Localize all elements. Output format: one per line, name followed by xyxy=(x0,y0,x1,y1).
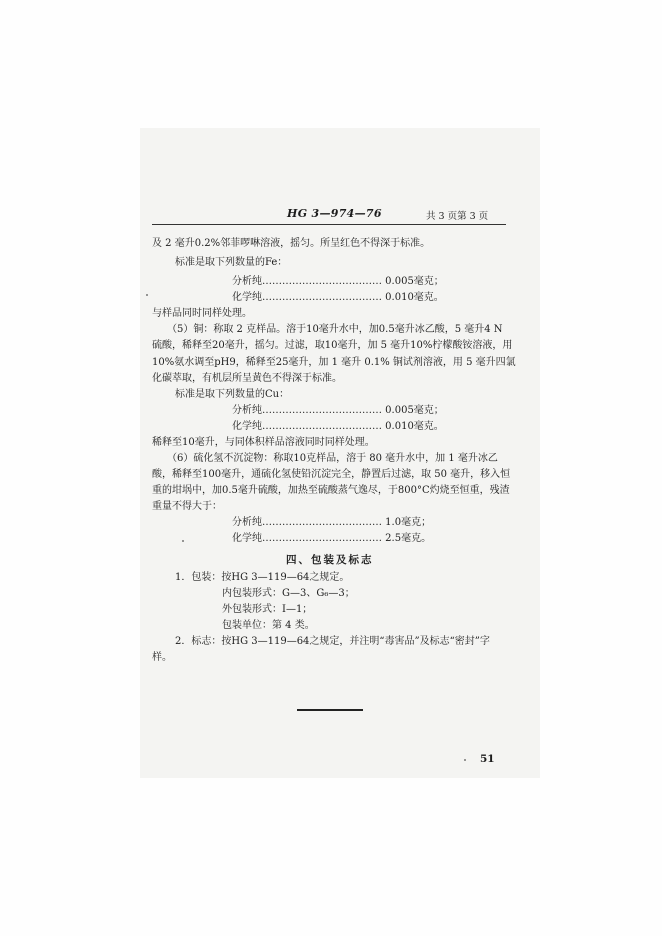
body-line: （5）铜：称取 2 克样品。溶于10毫升水中，加0.5毫升冰乙酸，5 毫升4 N xyxy=(167,324,503,335)
page-info: 共 3 页第 3 页 xyxy=(426,211,489,222)
body-line: 稀释至10毫升，与同体积样品溶液同时同样处理。 xyxy=(152,437,375,448)
body-line: 化学纯……………………………… 0.010毫克。 xyxy=(232,292,444,303)
section-line: 包装单位：第 4 类。 xyxy=(222,620,315,631)
end-rule xyxy=(297,709,363,711)
scan-speck xyxy=(182,540,184,542)
body-line: （6）硫化氢不沉淀物：称取10克样品，溶于 80 毫升水中，加 1 毫升冰乙 xyxy=(167,453,498,464)
body-line: 与样品同时同样处理。 xyxy=(152,308,252,319)
body-line: 分析纯……………………………… 1.0毫克； xyxy=(232,517,432,528)
page-number: 51 xyxy=(480,753,495,765)
body-line: 化碳萃取，有机层所呈黄色不得深于标准。 xyxy=(152,373,342,384)
body-line: 酸，稀释至100毫升，通硫化氢使铅沉淀完全，静置后过滤，取 50 毫升，移入恒 xyxy=(152,469,511,480)
section-line: 2．标志：按HG 3—119—64之规定，并注明“毒害品”及标志“密封”字 xyxy=(175,636,490,647)
scan-speck xyxy=(146,294,148,296)
body-line: 分析纯……………………………… 0.005毫克； xyxy=(232,276,444,287)
body-line: 标准是取下列数量的Fe： xyxy=(175,257,288,268)
document-code: HG 3—974—76 xyxy=(287,207,382,220)
header-rule xyxy=(152,224,506,225)
body-line: 标准是取下列数量的Cu： xyxy=(175,389,290,400)
section-title: 四、包装及标志 xyxy=(286,554,374,566)
section-line: 内包装形式：G—3、G₆—3； xyxy=(222,588,355,599)
body-line: 分析纯……………………………… 0.005毫克； xyxy=(232,405,444,416)
scan-speck xyxy=(464,759,466,761)
section-line: 1．包装：按HG 3—119—64之规定。 xyxy=(175,572,350,583)
body-line: 化学纯……………………………… 2.5毫克。 xyxy=(232,533,432,544)
body-line: 及 2 毫升0.2%邻菲啰啉溶液，摇匀。所呈红色不得深于标准。 xyxy=(152,238,431,249)
body-line: 化学纯……………………………… 0.010毫克。 xyxy=(232,421,444,432)
section-line: 样。 xyxy=(152,652,172,663)
section-line: 外包装形式：Ⅰ—1； xyxy=(222,604,313,615)
body-line: 重量不得大于： xyxy=(152,501,222,512)
body-line: 硫酸，稀释至20毫升，摇匀。过滤，取10毫升，加 5 毫升10%柠檬酸铵溶液，用 xyxy=(152,340,513,351)
body-line: 10%氨水调至pH9，稀释至25毫升，加 1 毫升 0.1% 铜试剂溶液，用 5 毫升四氯 xyxy=(152,357,516,368)
body-line: 重的坩埚中，加0.5毫升硫酸，加热至硫酸蒸气逸尽，于800°C灼烧至恒重，残渣 xyxy=(152,485,510,496)
